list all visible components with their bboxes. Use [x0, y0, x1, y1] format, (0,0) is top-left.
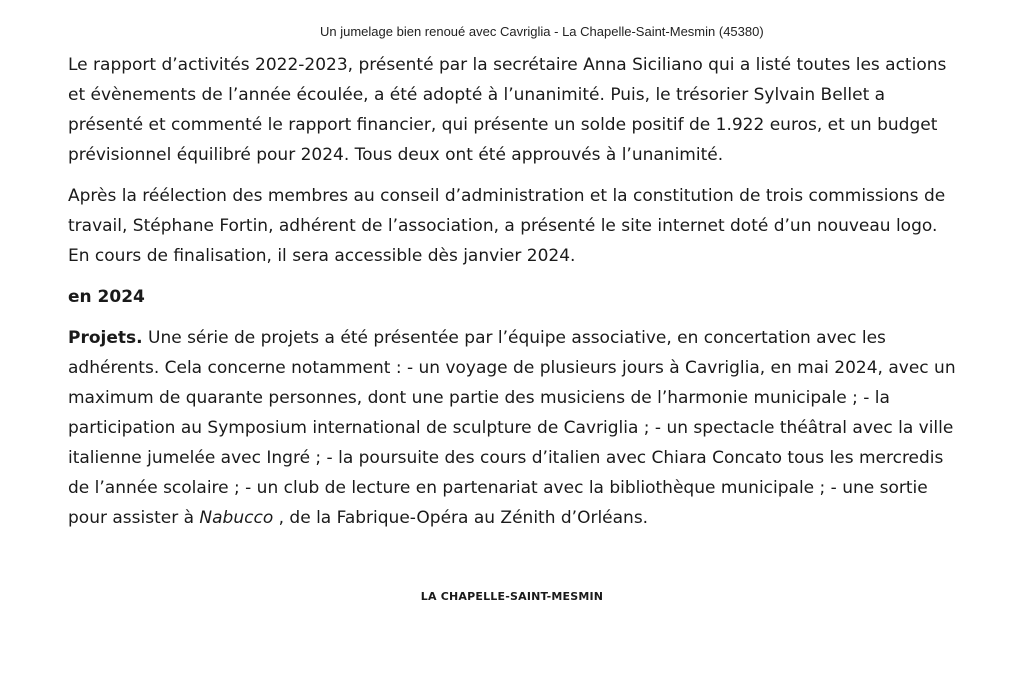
paragraph-projets-text-a: Une série de projets a été présentée par l’équipe associative, en concertation avec les adhérents. Cela concerne notamment : - un voyage de plusieurs jours à Cavriglia, en mai 2024, avec un maximum de quarante personnes, dont une partie des musiciens de l’harmonie municipale ; - la participation au Symposium international de sculpture de Cavriglia ; - un spectacle théâtral avec la ville italienne jumelée avec Ingré ; - la poursuite des cours d’italien avec Chiara Concato tous les mercredis de l’année scolaire ; - un club de lecture en partenariat avec la bibliothèque municipale ; - une sortie pour assister à [68, 328, 956, 528]
subheading: en 2024 [68, 287, 145, 307]
paragraph-projets [68, 323, 958, 533]
header-title: Un jumelage bien renoué avec Cavriglia - La Chapelle-Saint-Mesmin (45380) [320, 24, 764, 39]
paragraph-lead: Projets. [68, 328, 143, 348]
location-credit: LA CHAPELLE-SAINT-MESMIN [420, 590, 604, 603]
work-title: Nabucco [199, 508, 274, 528]
paragraph-projets-text-b: , de la Fabrique-Opéra au Zénith d’Orléans. [273, 508, 649, 528]
paragraph-reelection: Après la réélection des membres au conseil d’administration et la constitution de trois commissions de travail, Stéphane Fortin, adhérent de l’association, a présenté le site internet doté d’un nouveau logo. En cours de finalisation, il sera accessible dès janvier 2024. [68, 186, 946, 266]
page-header [0, 24, 1024, 39]
paragraph-rapport-activites: Le rapport d’activités 2022-2023, présenté par la secrétaire Anna Siciliano qui a listé toutes les actions et évènements de l’année écoulée, a été adopté à l’unanimité. Puis, le trésorier Sylvain Bellet a présenté et commenté le rapport financier, qui présente un solde positif de 1.922 euros, et un budget prévisionnel équilibré pour 2024. Tous deux ont été approuvés à l’unanimité. [68, 55, 947, 165]
article-body [68, 50, 958, 544]
